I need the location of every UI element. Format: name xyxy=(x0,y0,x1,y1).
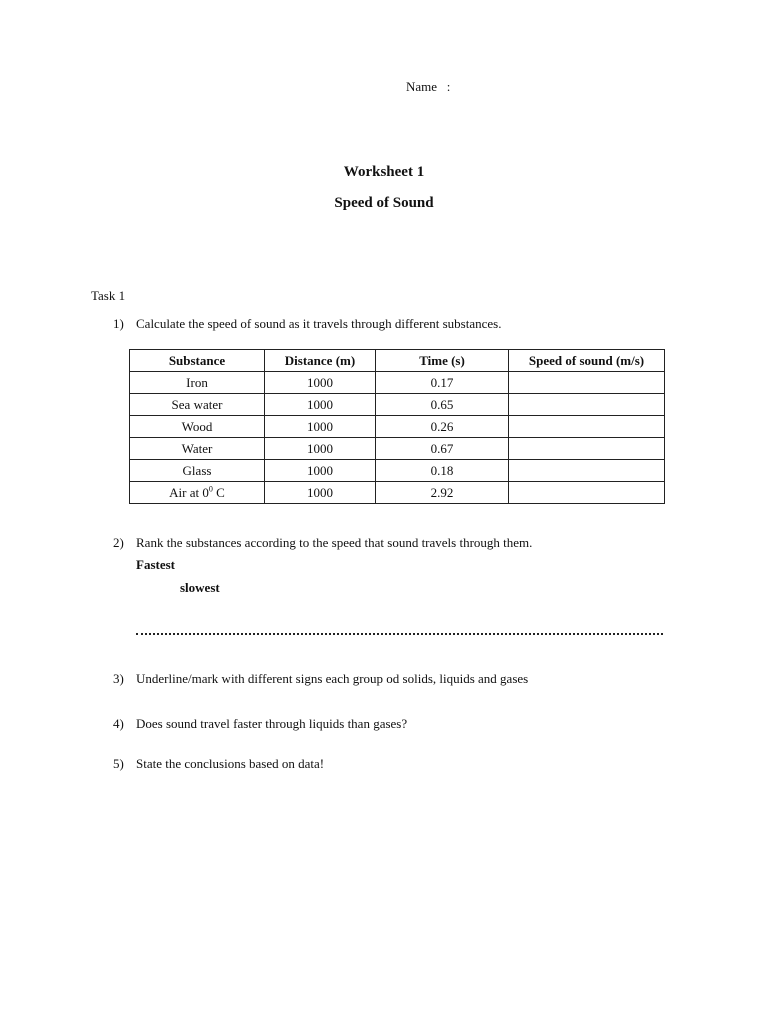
cell-substance: Sea water xyxy=(130,394,265,416)
table-row xyxy=(130,372,665,394)
substance-suffix: C xyxy=(212,484,225,500)
question-2-text: Rank the substances according to the speed that sound travels through them. xyxy=(136,535,533,550)
cell-time: 0.26 xyxy=(376,416,509,438)
cell-distance: 1000 xyxy=(265,416,376,438)
question-1-text: Calculate the speed of sound as it travels through different substances. xyxy=(136,316,502,331)
cell-time: 0.65 xyxy=(376,394,509,416)
question-5-text: State the conclusions based on data! xyxy=(136,756,325,771)
cell-substance: Glass xyxy=(130,460,265,482)
question-1-number: 1) xyxy=(113,316,124,331)
question-4-number: 4) xyxy=(113,716,124,731)
cell-speed-answer[interactable] xyxy=(509,394,665,416)
name-field-label: Name : xyxy=(406,79,451,94)
cell-distance: 1000 xyxy=(265,394,376,416)
header-speed: Speed of sound (m/s) xyxy=(509,350,665,372)
answer-dotted-line[interactable] xyxy=(136,633,663,635)
table-row xyxy=(130,482,665,504)
cell-time: 2.92 xyxy=(376,482,509,504)
cell-substance: Water xyxy=(130,438,265,460)
table-header-row xyxy=(130,350,665,372)
question-4-text: Does sound travel faster through liquids than gases? xyxy=(136,716,408,731)
cell-speed-answer[interactable] xyxy=(509,438,665,460)
substances-table xyxy=(129,349,665,504)
table-row xyxy=(130,394,665,416)
table-row xyxy=(130,438,665,460)
task-heading: Task 1 xyxy=(91,288,126,303)
cell-distance: 1000 xyxy=(265,372,376,394)
question-3-number: 3) xyxy=(113,671,124,686)
header-substance: Substance xyxy=(130,350,265,372)
cell-substance: Iron xyxy=(130,372,265,394)
slowest-label: slowest xyxy=(180,580,220,595)
degree-superscript: 0 xyxy=(208,484,213,494)
header-time: Time (s) xyxy=(376,350,509,372)
cell-speed-answer[interactable] xyxy=(509,372,665,394)
cell-distance: 1000 xyxy=(265,482,376,504)
cell-substance: Wood xyxy=(130,416,265,438)
cell-speed-answer[interactable] xyxy=(509,416,665,438)
table-row xyxy=(130,460,665,482)
question-3-text: Underline/mark with different signs each group od solids, liquids and gases xyxy=(136,671,529,686)
cell-distance: 1000 xyxy=(265,438,376,460)
cell-time: 0.17 xyxy=(376,372,509,394)
worksheet-title: Worksheet 1 xyxy=(343,164,425,180)
cell-time: 0.67 xyxy=(376,438,509,460)
question-5-number: 5) xyxy=(113,756,124,771)
substance-prefix: Air at 0 xyxy=(169,484,209,500)
question-2-number: 2) xyxy=(113,535,124,550)
table-row xyxy=(130,416,665,438)
fastest-label: Fastest xyxy=(136,557,175,572)
cell-speed-answer[interactable] xyxy=(509,482,665,504)
worksheet-subtitle: Speed of Sound xyxy=(334,195,434,211)
cell-substance xyxy=(130,482,265,504)
cell-distance: 1000 xyxy=(265,460,376,482)
cell-time: 0.18 xyxy=(376,460,509,482)
cell-speed-answer[interactable] xyxy=(509,460,665,482)
header-distance: Distance (m) xyxy=(265,350,376,372)
